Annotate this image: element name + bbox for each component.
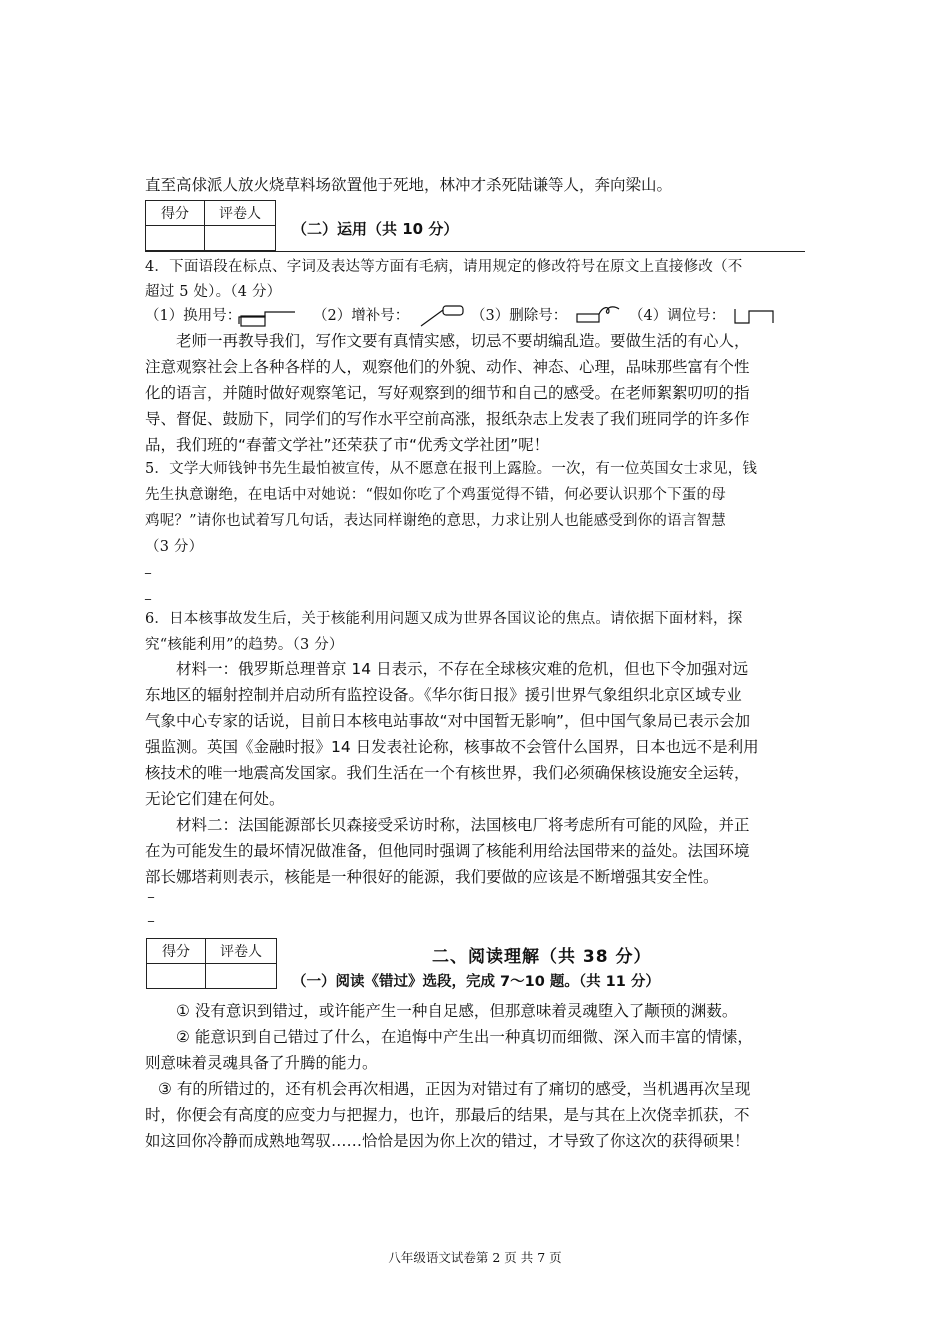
reading-paragraph-3: 如这回你冷静而成熟地驾驭……恰恰是因为你上次的错过，才导致了你这次的获得硕果！ bbox=[145, 1132, 750, 1150]
grader-label: 评卷人 bbox=[206, 939, 277, 964]
page-footer: 八年级语文试卷第 2 页 共 7 页 bbox=[388, 1250, 562, 1265]
delete-symbol-icon bbox=[575, 305, 625, 327]
material1-line: 无论它们建在何处。 bbox=[145, 790, 285, 808]
reading-paragraph-2: 则意味着灵魂具备了升腾的能力。 bbox=[145, 1054, 378, 1072]
q5-answer-line[interactable]: _ bbox=[145, 560, 151, 574]
material1-line: 核技术的唯一地震高发国家。我们生活在一个有核世界，我们必须确保核设施安全运转， bbox=[145, 764, 750, 782]
correction-symbols bbox=[145, 304, 810, 330]
material2-line: 材料二：法国能源部长贝森接受采访时称，法国核电厂将考虑所有可能的风险，并正 bbox=[176, 816, 750, 834]
q4-passage-line: 化的语言，并随时做好观察笔记，写好观察到的细节和自己的感受。在老师絮絮叨叨的指 bbox=[145, 384, 750, 402]
q5-line: 先生执意谢绝，在电话中对她说：“假如你吃了个鸡蛋觉得不错，何必要认识那个下蛋的母 bbox=[145, 487, 726, 503]
reading-subtitle: （一）阅读《错过》选段，完成 7～10 题。（共 11 分） bbox=[292, 974, 660, 990]
insert-symbol-icon bbox=[417, 304, 469, 328]
material1-line: 强监测。英国《金融时报》14 日发表社论称，核事故不会管什么国界，日本也远不是利用 bbox=[145, 738, 759, 756]
symbol-transpose-label: （4）调位号： bbox=[629, 308, 726, 324]
score-label: 得分 bbox=[146, 201, 205, 226]
q5-line: 5．文学大师钱钟书先生最怕被宣传，从不愿意在报刊上露脸。一次，有一位英国女士求见，钱 bbox=[145, 461, 758, 477]
replace-symbol-icon bbox=[237, 308, 309, 328]
q4-passage-line: 导、督促、鼓励下，同学们的写作水平空前高涨，报纸杂志上发表了我们班同学的许多作 bbox=[145, 410, 750, 428]
reading-paragraph-1: ① 没有意识到错过，或许能产生一种自足感，但那意味着灵魂堕入了颟顸的渊薮。 bbox=[176, 1002, 738, 1020]
section-usage-title: （二）运用（共 10 分） bbox=[292, 220, 459, 238]
q4-passage-line: 品，我们班的“春蕾文学社”还荣获了市“优秀文学社团”呢！ bbox=[145, 436, 550, 454]
material1-line: 东地区的辐射控制并启动所有监控设备。《华尔街日报》援引世界气象组织北京区域专业 bbox=[145, 686, 742, 704]
reading-paragraph-3: 时，你便会有高度的应变力与把握力，也许，那最后的结果，是与其在上次侥幸抓获，不 bbox=[145, 1106, 750, 1124]
transpose-symbol-icon bbox=[733, 305, 779, 327]
intro-line: 直至高俅派人放火烧草料场欲置他于死地，林冲才杀死陆谦等人，奔向梁山。 bbox=[145, 176, 673, 194]
symbol-insert-label: （2）增补号： bbox=[313, 308, 410, 324]
q4-line-1: 4．下面语段在标点、字词及表达等方面有毛病，请用规定的修改符号在原文上直接修改（不 bbox=[145, 259, 743, 275]
symbol-replace-label: （1）换用号： bbox=[145, 308, 242, 324]
material2-line: 在为可能发生的最坏情况做准备，但他同时强调了核能利用给法国带来的益处。法国环境 bbox=[145, 842, 750, 860]
q4-line-2: 超过 5 处）。（4 分） bbox=[145, 284, 282, 300]
grader-cell[interactable] bbox=[206, 964, 277, 989]
q5-line: （3 分） bbox=[145, 539, 204, 555]
grader-label: 评卷人 bbox=[205, 201, 276, 226]
q5-line: 鸡呢？”请你也试着写几句话，表达同样谢绝的意思，力求让别人也能感受到你的语言智慧 bbox=[145, 513, 726, 529]
q6-answer-line[interactable]: _ bbox=[148, 884, 154, 898]
score-box bbox=[145, 200, 276, 251]
q4-passage-line: 注意观察社会上各种各样的人，观察他们的外貌、动作、神态、心理，品味那些富有个性 bbox=[145, 358, 750, 376]
symbol-delete-label: （3）删除号： bbox=[471, 308, 568, 324]
q6-line: 究“核能利用”的趋势。（3 分） bbox=[145, 637, 344, 653]
score-cell[interactable] bbox=[147, 964, 206, 989]
q4-passage-line: 老师一再教导我们，写作文要有真情实感，切忌不要胡编乱造。要做生活的有心人， bbox=[176, 332, 750, 350]
q6-answer-line[interactable]: _ bbox=[148, 908, 154, 922]
section-reading-title: 二、阅读理解（共 38 分） bbox=[432, 947, 652, 967]
score-cell[interactable] bbox=[146, 226, 205, 251]
reading-paragraph-2: ② 能意识到自己错过了什么，在追悔中产生出一种真切而细微、深入而丰富的情愫， bbox=[176, 1028, 753, 1046]
divider bbox=[145, 251, 805, 252]
score-label: 得分 bbox=[147, 939, 206, 964]
material2-line: 部长娜塔莉则表示，核能是一种很好的能源，我们要做的应该是不断增强其安全性。 bbox=[145, 868, 719, 886]
grader-cell[interactable] bbox=[205, 226, 276, 251]
q6-line: 6．日本核事故发生后，关于核能利用问题又成为世界各国议论的焦点。请依据下面材料，探 bbox=[145, 611, 743, 627]
score-box bbox=[146, 938, 277, 989]
reading-paragraph-3: ③ 有的所错过的，还有机会再次相遇，正因为对错过有了痛切的感受，当机遇再次呈现 bbox=[158, 1080, 751, 1098]
material1-line: 材料一：俄罗斯总理普京 14 日表示，不存在全球核灾难的危机，但也下令加强对远 bbox=[176, 660, 749, 678]
material1-line: 气象中心专家的话说，目前日本核电站事故“对中国暂无影响”，但中国气象局已表示会加 bbox=[145, 712, 751, 730]
q5-answer-line[interactable]: _ bbox=[145, 586, 151, 600]
